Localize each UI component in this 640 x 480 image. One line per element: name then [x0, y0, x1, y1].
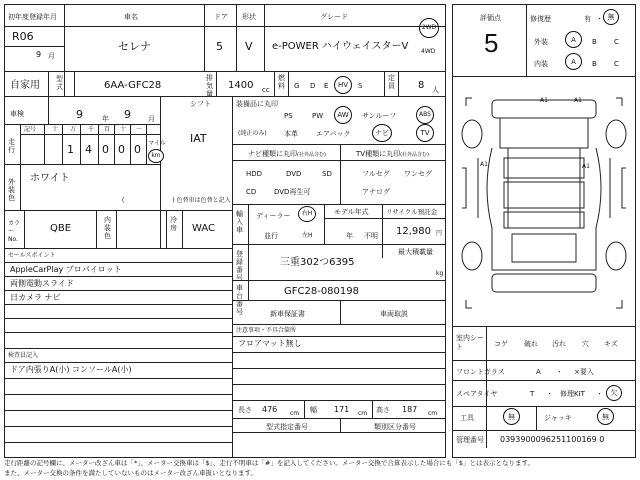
equipment-item: PW — [312, 112, 324, 120]
displacement: 1400 — [228, 80, 254, 91]
selling-point: 両側電動スライド — [10, 279, 74, 288]
repair-history-label: 修復歴 — [530, 15, 551, 23]
fuel-option: D — [310, 82, 316, 90]
inspection-month: 9 — [124, 108, 131, 121]
plate-label: 登録番号 — [236, 250, 243, 282]
tv-type-label: TV種類に丸印(社外品含む) — [356, 150, 429, 158]
fuel-hv-circled: HV — [334, 76, 352, 94]
tools-none-circled: 無 — [503, 408, 520, 425]
max-load-label: 最大積載量 — [398, 248, 433, 256]
interior-grade-opt: C — [614, 60, 619, 68]
car-name: セレナ — [118, 40, 151, 53]
equipment-item: 本革 — [284, 130, 298, 138]
equipment-item: サンルーフ — [362, 112, 397, 120]
mileage-digit: 1 — [67, 143, 74, 156]
repair-none-circled: 無 — [603, 9, 619, 25]
ac-value: WAC — [192, 223, 215, 234]
glass-item: A — [536, 368, 541, 376]
mileage-unit-label: 十 — [120, 126, 127, 133]
spare-label: スペアタイヤ — [456, 390, 498, 398]
color-no-label: カラーNo. — [8, 220, 21, 243]
jack-label: ジャッキ — [544, 414, 572, 422]
shift-value: IAT — [190, 132, 207, 145]
height-label: 高さ — [376, 406, 390, 414]
import-parallel: 並行 — [264, 232, 278, 240]
damage-mark: A1 — [540, 97, 548, 104]
length-label: 長さ — [238, 406, 252, 414]
height-unit: cm — [428, 410, 438, 417]
jack-none-circled: 無 — [597, 408, 614, 425]
tools-label: 工具 — [460, 414, 474, 422]
use-type: 自家用 — [10, 80, 40, 91]
glass-item: ・ — [556, 368, 563, 376]
exterior-color: ホワイト — [30, 173, 70, 184]
import-handle-left: 左H — [302, 232, 313, 239]
recycle-value: 12,980 — [396, 226, 431, 237]
footer-note: 走行距離の記号欄に、メーター改ざん車は「*」、メーター交換車は「$」、走行不明車は「#」を記入してください。メーター交換で合算表示した場合にも「$」とは表示となります。 — [4, 459, 534, 467]
equipment-aw-circled: AW — [334, 106, 352, 124]
era-year: R06 — [12, 30, 34, 43]
capacity: 8 — [418, 80, 425, 91]
navi-item: CD — [246, 188, 257, 196]
drive-2wd-circled: 2WD — [419, 18, 439, 38]
equipment-abs-circled: ABS — [416, 106, 434, 124]
equipment-item: PS — [284, 112, 293, 120]
damage-mark: A1 — [574, 97, 582, 104]
exterior-grade-opt: B — [592, 38, 597, 46]
reg-year-label: 初年度登録年月 — [8, 13, 57, 21]
mileage-unit-label: 万 — [70, 126, 77, 133]
plate-number: 三重302つ6395 — [280, 257, 355, 268]
color-no: QBE — [50, 223, 72, 234]
length-unit: cm — [290, 410, 300, 417]
spare-item: 修理KIT — [560, 390, 585, 398]
inspection-month-unit: 月 — [148, 115, 155, 123]
exterior-grade-a-circled: A — [565, 31, 582, 48]
navi-item: HDD — [246, 170, 263, 178]
management-label: 管理番号 — [456, 436, 484, 444]
capacity-unit: 人 — [432, 86, 439, 94]
interior-color-label: 内装色 — [104, 216, 111, 240]
score-label: 評価点 — [480, 14, 501, 22]
model-year-unknown: 不明 — [364, 232, 378, 240]
capacity-label: 定員 — [388, 74, 395, 90]
shape-label: 形状 — [242, 13, 256, 21]
inspection-year-unit: 年 — [102, 115, 109, 123]
inspector-note: ドア内張りA(小) コンソールA(小) — [10, 365, 132, 374]
notes-label: 注意事項・不具合箇所 — [236, 327, 297, 334]
selling-point: 日カメラ ナビ — [10, 293, 61, 302]
mileage-digit: 0 — [134, 143, 141, 156]
mileage-unit-mile: マイル — [148, 140, 166, 147]
grade-value: e-POWER ハイウェイスターV — [272, 41, 409, 52]
equipment-sub: (純正のみ) — [238, 130, 267, 137]
fuel-label: 燃料 — [278, 74, 285, 90]
car-name-label: 車名 — [124, 13, 138, 21]
mileage-unit-label: 千 — [88, 126, 95, 133]
interior-grade-label: 内装 — [534, 60, 548, 68]
width-label: 幅 — [310, 406, 317, 414]
repair-sep: ・ — [596, 15, 603, 23]
mileage-unit-label: 記号 — [24, 126, 37, 133]
glass-label: フロントガラス — [456, 368, 505, 376]
tv-item: ワンセグ — [404, 170, 432, 178]
mileage-label: 走行 — [8, 138, 15, 154]
diagram-marks — [480, 97, 590, 170]
shape-value: V — [245, 40, 253, 53]
selling-points-label: セールスポイント — [8, 252, 56, 259]
spare-item: ・ — [546, 390, 553, 398]
interior-grade-opt: B — [592, 60, 597, 68]
doors-label: ドア — [214, 13, 228, 21]
width-unit: cm — [358, 410, 368, 417]
type-designation-label: 型式指定番号 — [266, 423, 308, 431]
exterior-label: 外装色 — [8, 178, 15, 202]
glass-item: ×要入 — [574, 368, 594, 376]
import-handle-right-circled: 右H — [298, 206, 316, 222]
equipment-label: 装備品に丸印 — [236, 100, 278, 108]
inspection-label: 車検 — [10, 110, 24, 118]
mileage-unit-label: 百 — [104, 126, 111, 133]
doors-value: 5 — [216, 40, 223, 53]
seat-item: 破れ — [524, 340, 538, 348]
recycle-unit: 円 — [436, 230, 443, 237]
model-year-label: モデル年式 — [334, 208, 369, 216]
interior-grade-a-circled: A — [565, 53, 582, 70]
new-car-warranty: 新車保証書 — [270, 310, 305, 318]
management-number: 0393900096251100169 0 — [500, 435, 605, 444]
chassis-label: 車台番号 — [236, 284, 243, 316]
equipment-navi-circled: ナビ — [372, 124, 392, 142]
model-label: 型式 — [56, 75, 63, 91]
grade-label: グレード — [320, 13, 348, 21]
import-dealer: ディーラー — [256, 212, 291, 220]
height-value: 187 — [402, 405, 418, 414]
mileage-unit-label: 十 — [52, 126, 59, 133]
class-number-label: 類別区分番号 — [374, 423, 416, 431]
damage-mark: A1 — [480, 161, 488, 168]
repair-opt-yes: 有 — [584, 15, 591, 23]
seat-item: 汚れ — [552, 340, 566, 348]
tv-item: フルセグ — [362, 170, 390, 178]
fuel-option: S — [358, 82, 363, 90]
spare-item: ・ — [596, 390, 603, 398]
model-year-suffix: 年 — [346, 232, 353, 240]
vehicle-manual: 車両取説 — [380, 310, 408, 318]
drive-4wd: 4WD — [421, 48, 436, 55]
max-load-unit: kg — [436, 270, 444, 277]
model-code: 6AA-GFC28 — [104, 80, 162, 91]
notes-text: フロアマット無し — [238, 339, 302, 348]
mileage-digit: 0 — [118, 143, 125, 156]
navi-item: DVD — [286, 170, 302, 178]
ac-label: 冷房 — [170, 216, 177, 232]
footer-note: また、メーター交換の条件を満たしていないものはメーター改ざん車扱いとなります。 — [4, 469, 257, 477]
seat-item: キズ — [604, 340, 618, 348]
seat-label: 室内シート — [456, 334, 484, 351]
mileage-unit-label: 一 — [136, 126, 143, 133]
navi-item: DVD再生可 — [274, 188, 311, 196]
spare-item: T — [530, 390, 535, 398]
reg-month: 9 — [36, 50, 42, 59]
seat-item: コゲ — [494, 340, 508, 348]
navi-item: SD — [322, 170, 332, 178]
exterior-grade-opt: C — [614, 38, 619, 46]
selling-point: AppleCarPlay プロパイロット — [10, 265, 122, 274]
fuel-option: G — [294, 82, 300, 90]
seat-item: 穴 — [582, 340, 589, 348]
inspector-label: 検査員記入 — [8, 352, 39, 359]
equipment-item: エアバック — [316, 130, 351, 138]
equipment-tv-circled: TV — [416, 124, 434, 142]
exterior-note: ( ) 色替車は色替と記入 — [122, 197, 231, 204]
recycle-label: リサイクル預託金 — [386, 208, 438, 216]
mileage-digit: 0 — [102, 143, 109, 156]
length-value: 476 — [262, 405, 278, 414]
car-damage-diagram — [452, 78, 636, 324]
fuel-option: E — [324, 82, 329, 90]
mileage-digit: 4 — [85, 143, 92, 156]
reg-month-unit: 月 — [48, 52, 55, 60]
exterior-grade-label: 外装 — [534, 38, 548, 46]
spare-missing-circled: 欠 — [606, 385, 622, 401]
import-label: 輸入車 — [236, 210, 243, 234]
chassis-number: GFC28-080198 — [284, 286, 359, 297]
width-value: 171 — [334, 405, 350, 414]
displacement-unit: cc — [262, 86, 270, 94]
mileage-km-circled: km — [148, 149, 164, 163]
damage-mark: A1 — [582, 163, 590, 170]
navi-type-label: ナビ種類に丸印(社外品含む) — [248, 150, 326, 158]
score-value: 5 — [484, 28, 499, 58]
shift-label: シフト — [190, 100, 211, 108]
displacement-label: 排気量 — [206, 74, 213, 98]
tv-item: アナログ — [362, 188, 390, 196]
inspection-year: 9 — [76, 108, 83, 121]
